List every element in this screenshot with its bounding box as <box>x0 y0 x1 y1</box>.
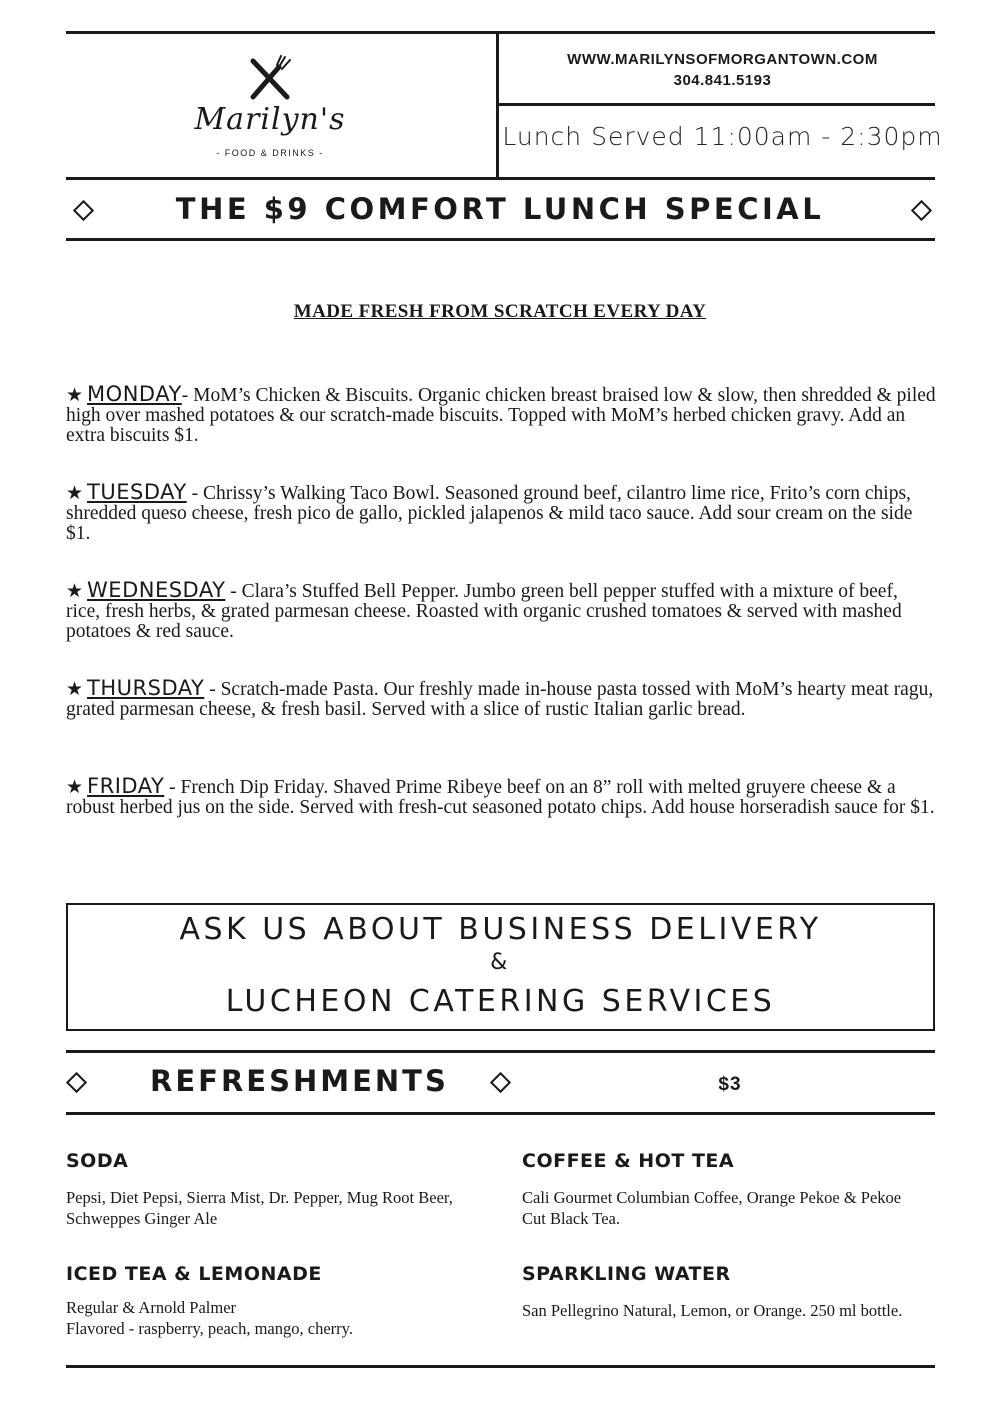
drink-name-soda: SODA <box>66 1150 129 1172</box>
diamond-icon <box>73 200 94 221</box>
drink-desc-sparkling-water: San Pellegrino Natural, Lemon, or Orange. 250 ml bottle. <box>522 1301 903 1320</box>
refresh-bottom-rule <box>66 1112 935 1115</box>
refreshments-price: $3 <box>718 1074 742 1095</box>
day-item-friday <box>66 776 936 818</box>
drink-name-coffee: COFFEE & HOT TEA <box>522 1150 735 1172</box>
catering-ampersand: & <box>490 950 511 975</box>
drink-name-sparkling-water: SPARKLING WATER <box>522 1263 731 1285</box>
special-subheading: MADE FRESH FROM SCRATCH EVERY DAY <box>293 301 707 322</box>
star-icon: ★ <box>66 385 84 406</box>
diamond-icon <box>490 1072 511 1093</box>
star-icon: ★ <box>66 777 84 798</box>
lunch-hours: Lunch Served 11:00am - 2:30pm <box>502 122 943 151</box>
day-name: WEDNESDAY <box>87 578 226 602</box>
diamond-icon <box>66 1072 87 1093</box>
diamond-icon <box>911 200 932 221</box>
bottom-rule <box>66 1365 935 1368</box>
day-name: THURSDAY <box>87 676 205 700</box>
logo-name: Marilyn's <box>194 102 346 137</box>
refreshments-title: REFRESHMENTS <box>150 1064 449 1098</box>
crossed-fork-knife-icon <box>245 55 295 101</box>
phone-number[interactable]: 304.841.5193 <box>673 72 772 89</box>
drink-name-iced-tea: ICED TEA & LEMONADE <box>66 1263 322 1285</box>
header-right-rule <box>496 103 935 106</box>
day-name: TUESDAY <box>87 480 187 504</box>
drink-desc-iced-tea-line-2: Flavored - raspberry, peach, mango, cherry. <box>66 1319 353 1338</box>
day-item-thursday <box>66 678 936 720</box>
star-icon: ★ <box>66 581 84 602</box>
drink-desc-soda: Pepsi, Diet Pepsi, Sierra Mist, Dr. Pepper, Mug Root Beer, Schweppes Ginger Ale <box>66 1188 453 1228</box>
special-title: THE $9 COMFORT LUNCH SPECIAL <box>175 192 825 226</box>
top-rule <box>66 31 935 34</box>
star-icon: ★ <box>66 483 84 504</box>
banner-top-rule <box>66 177 935 180</box>
day-description: - French Dip Friday. Shaved Prime Ribeye beef on an 8” roll with melted gruyere cheese & a robust herbed jus on the side. Served with fresh-cut seasoned potato chips. Add house horseradish sauce for $1. <box>66 777 935 818</box>
day-description: - Clara’s Stuffed Bell Pepper. Jumbo green bell pepper stuffed with a mixture of beef, rice, fresh herbs, & grated parmesan cheese. Roasted with organic crushed tomatoes & served with mashed potatoes & red sauce. <box>66 581 902 642</box>
day-item-monday <box>66 384 936 446</box>
day-name: MONDAY <box>87 382 182 406</box>
refresh-top-rule <box>66 1050 935 1053</box>
day-description: - Chrissy’s Walking Taco Bowl. Seasoned ground beef, cilantro lime rice, Frito’s corn chips, shredded queso cheese, fresh pico de gallo, pickled jalapenos & mild taco sauce. Add sour cream on the side $1. <box>66 483 913 544</box>
day-name: FRIDAY <box>87 774 165 798</box>
drink-desc-coffee: Cali Gourmet Columbian Coffee, Orange Pekoe & Pekoe Cut Black Tea. <box>522 1188 902 1228</box>
day-item-tuesday <box>66 482 936 544</box>
day-item-wednesday <box>66 580 936 642</box>
catering-line-2: LUCHEON CATERING SERVICES <box>225 984 776 1019</box>
star-icon: ★ <box>66 679 84 700</box>
banner-bottom-rule <box>66 238 935 241</box>
drink-desc-iced-tea-line-1: Regular & Arnold Palmer <box>66 1298 237 1317</box>
website-link[interactable]: WWW.MARILYNSOFMORGANTOWN.COM <box>567 51 878 68</box>
catering-line-1: ASK US ABOUT BUSINESS DELIVERY <box>179 912 822 947</box>
day-description: - Scratch-made Pasta. Our freshly made in-house pasta tossed with MoM’s hearty meat ragu, grated parmesan cheese, & fresh basil. Served with a slice of rustic Italian garlic bread. <box>66 679 934 720</box>
logo-tagline: - FOOD & DRINKS - <box>216 148 324 158</box>
day-description: - MoM’s Chicken & Biscuits. Organic chicken breast braised low & slow, then shredded & piled high over mashed potatoes & our scratch-made biscuits. Topped with MoM’s herbed chicken gravy. Add an extra biscuits $1. <box>66 385 936 446</box>
